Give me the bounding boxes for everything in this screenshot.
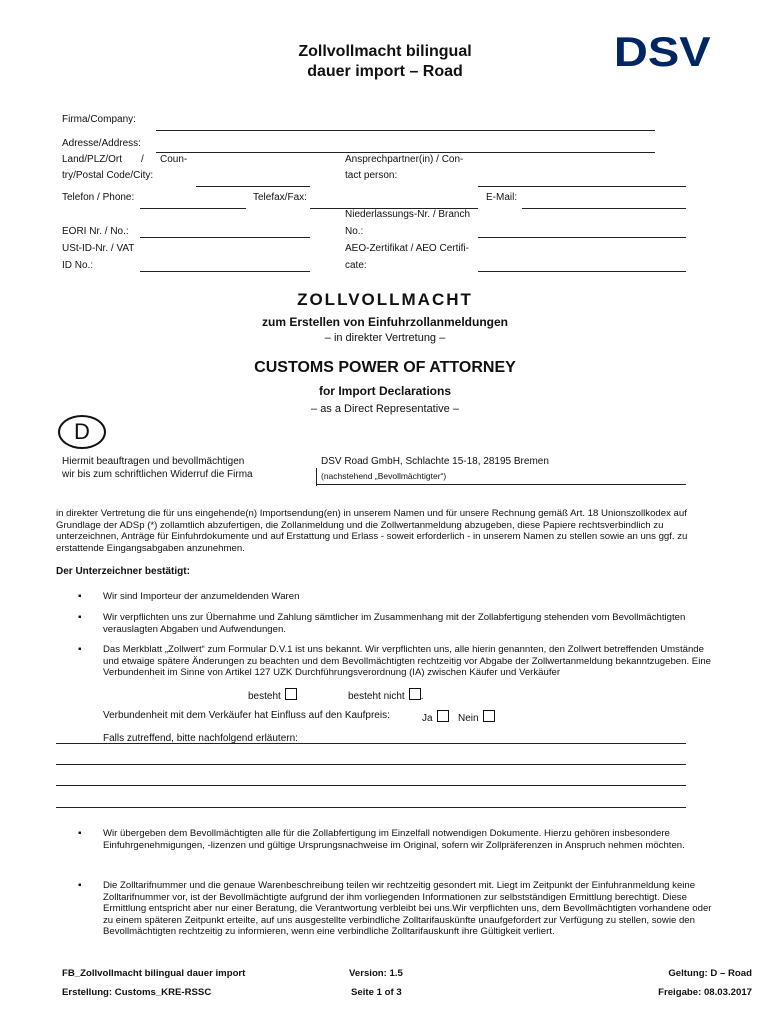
auth-left-line1: Hiermit beauftragen und bevollmächtigen: [62, 456, 245, 467]
besteht-nicht-checkbox[interactable]: [409, 688, 421, 700]
company-label: Firma/Company:: [62, 114, 136, 125]
auth-box-bottom-line: [316, 484, 686, 485]
intro-paragraph: in direkter Vertretung die für uns eingehende(n) Importsendung(en) in unserem Namen und für unsere Rechnung gemäß Art. 18 Unionszollkodex auf Grundlage der ADSp (*) zollamtlich abzufertigen, die Zollanmeldung und die Zollwertanmeldung abzugeben, diese Papiere rechtsverbindlich zu unterzeichnen, Anträge für Einfuhrdokumente und auf Erstattung und Erlass - soweit erforderlich - in unserem Namen zu stellen sowie an uns ggf. zu erstattende Eingangsabgaben anzunehmen.: [56, 508, 688, 554]
ja-option: [422, 710, 449, 725]
country-badge-letter: D: [74, 419, 90, 444]
country-badge-oval: [58, 415, 106, 449]
branch-label-line1: Niederlassungs-Nr. / Branch: [345, 209, 471, 220]
bullet-marker-2: ▪: [78, 612, 82, 623]
heading-zollvollmacht: ZOLLVOLLMACHT: [297, 290, 473, 309]
bullet-marker-4: ▪: [78, 828, 82, 839]
address-label: Adresse/Address:: [62, 138, 141, 149]
footer-created: Erstellung: Customs_KRE-RSSC: [62, 987, 212, 998]
document-title-line2: dauer import – Road: [307, 63, 463, 80]
ja-checkbox[interactable]: [437, 710, 449, 722]
dsv-logo-text: DSV: [613, 33, 711, 69]
footer-version: Version: 1.5: [349, 968, 403, 979]
explain-line-3[interactable]: [56, 785, 686, 786]
footer-page: Seite 1 of 3: [351, 987, 402, 998]
bullet-marker-1: ▪: [78, 591, 82, 602]
phone-label: Telefon / Phone:: [62, 192, 135, 203]
bullet-text-5: Die Zolltarifnummer und die genaue Warenbeschreibung teilen wir rechtzeitig gesondert mit. Liegt im Zeitpunkt der Einfuhranmeldung keine Zolltarifnummer vor, ist der Bevollmächtigte aufgrund der ihm vorliegenden Informationen zur selbstständigen Ermittlung berechtigt. Diese Ermittlung entspricht aber nur einer Beratung, die Verantwortung verbleibt bei uns.Wir verpflichten uns, dem Bevollmächtigten vorhandene oder zu einem späteren Zeitpunkt erteilte, auf uns ausgestellte verbindliche Zolltarifauskünfte unaufgefordert zur Verfügung zu stellen, sowie den Bevollmächtigten rechtzeitig zu informieren, wenn eine verbindliche Zolltarifauskunft ihre Gültigkeit verliert.: [103, 880, 712, 938]
nein-label: Nein: [458, 713, 479, 724]
footer-form-name: FB_Zollvollmacht bilingual dauer import: [62, 968, 246, 979]
aeo-label-line1: AEO-Zertifikat / AEO Certifi-: [345, 243, 469, 254]
aeo-input-line[interactable]: [478, 271, 686, 272]
explain-line-4[interactable]: [56, 807, 686, 808]
besteht-option: [248, 688, 297, 703]
land-label-line2: try/Postal Code/City:: [62, 170, 154, 181]
land-label-line1: Land/PLZ/Ort: [62, 154, 123, 165]
bullet-text-4: Wir übergeben dem Bevollmächtigten alle für die Zollabfertigung im Einzelfall notwendigen Dokumente. Hierzu gehören insbesondere Einfuhrgenehmigungen, -lizenzen und gültige Ursprungsnachweise im Original, sofern wir Zollpräferenzen in Anspruch nehmen möchten.: [103, 828, 685, 851]
heading-de-sub2: – in direkter Vertretung –: [324, 332, 446, 344]
footer-validity: Geltung: D – Road: [668, 968, 752, 979]
aeo-label-line2: cate:: [345, 260, 367, 271]
land-label-coun: Coun-: [160, 154, 188, 165]
vat-input-line[interactable]: [140, 271, 310, 272]
company-input-line[interactable]: [156, 130, 655, 131]
besteht-nicht-option: [348, 688, 424, 703]
vat-label-line2: ID No.:: [62, 260, 94, 271]
address-input-line[interactable]: [156, 152, 655, 153]
auth-right-line2: (nachstehend „Bevollmächtigter“): [321, 471, 447, 481]
document-title-line1: Zollvollmacht bilingual: [298, 43, 472, 60]
phone-input-line[interactable]: [140, 208, 246, 209]
land-input-line[interactable]: [196, 186, 310, 187]
nein-option: [458, 710, 495, 725]
contact-label-line1: Ansprechpartner(in) / Con-: [345, 154, 464, 165]
bullet-text-3: Das Merkblatt „Zollwert“ zum Formular D.V.1 ist uns bekannt. Wir verpflichten uns, alle hierin genannten, den Zollwert betreffenden Umstände und etwaige spätere Änderungen zu beachten und dem Bevollmächtigten rechtzeitig vor Abgabe der Zollwertanmeldung bekanntzugeben. Eine Verbundenheit im Sinne von Artikel 127 UZK Durchführungsverordnung (IA) zwischen Käufer und Verkäufer: [103, 644, 712, 679]
besteht-nicht-dot: .: [420, 691, 424, 702]
heading-de-sub: zum Erstellen von Einfuhrzollanmeldungen: [261, 315, 509, 329]
heading-en-sub2: – as a Direct Representative –: [311, 403, 459, 415]
bullet-text-1: Wir sind Importeur der anzumeldenden Waren: [103, 591, 300, 602]
fax-label: Telefax/Fax:: [253, 192, 307, 203]
heading-en-sub: for Import Declarations: [318, 384, 452, 398]
email-label: E-Mail:: [486, 192, 518, 203]
auth-right-line1: DSV Road GmbH, Schlachte 15-18, 28195 Bremen: [321, 456, 549, 467]
bullet-marker-3: ▪: [78, 644, 82, 655]
ja-label: Ja: [422, 713, 433, 724]
explain-line-1[interactable]: [56, 743, 686, 744]
contact-label-line2: tact person:: [345, 170, 398, 181]
confirm-heading: Der Unterzeichner bestätigt:: [56, 566, 190, 577]
explain-label: Falls zutreffend, bitte nachfolgend erläutern:: [103, 733, 298, 744]
footer-release: Freigabe: 08.03.2017: [658, 987, 752, 998]
dsv-logo: [604, 33, 720, 69]
besteht-nicht-label: besteht nicht: [348, 691, 405, 702]
explain-line-2[interactable]: [56, 764, 686, 765]
branch-label-line2: No.:: [345, 226, 364, 237]
contact-input-line[interactable]: [478, 186, 686, 187]
branch-input-line[interactable]: [478, 237, 686, 238]
bullet-text-2: Wir verpflichten uns zur Übernahme und Zahlung sämtlicher im Zusammenhang mit der Zollabfertigung stehenden vom Bevollmächtigten verauslagten Abgaben und Aufwendungen.: [103, 612, 686, 635]
influence-question: Verbundenheit mit dem Verkäufer hat Einfluss auf den Kaufpreis:: [103, 710, 390, 721]
land-label-slash: /: [141, 154, 144, 165]
vat-label-line1: USt-ID-Nr. / VAT: [62, 243, 135, 254]
bullet-marker-5: ▪: [78, 880, 82, 891]
eori-label: EORI Nr. / No.:: [62, 226, 129, 237]
besteht-checkbox[interactable]: [285, 688, 297, 700]
auth-left-line2: wir bis zum schriftlichen Widerruf die Firma: [62, 469, 253, 480]
eori-input-line[interactable]: [140, 237, 310, 238]
email-input-line[interactable]: [522, 208, 686, 209]
heading-customs-poa: CUSTOMS POWER OF ATTORNEY: [254, 359, 516, 376]
besteht-label: besteht: [248, 691, 281, 702]
nein-checkbox[interactable]: [483, 710, 495, 722]
